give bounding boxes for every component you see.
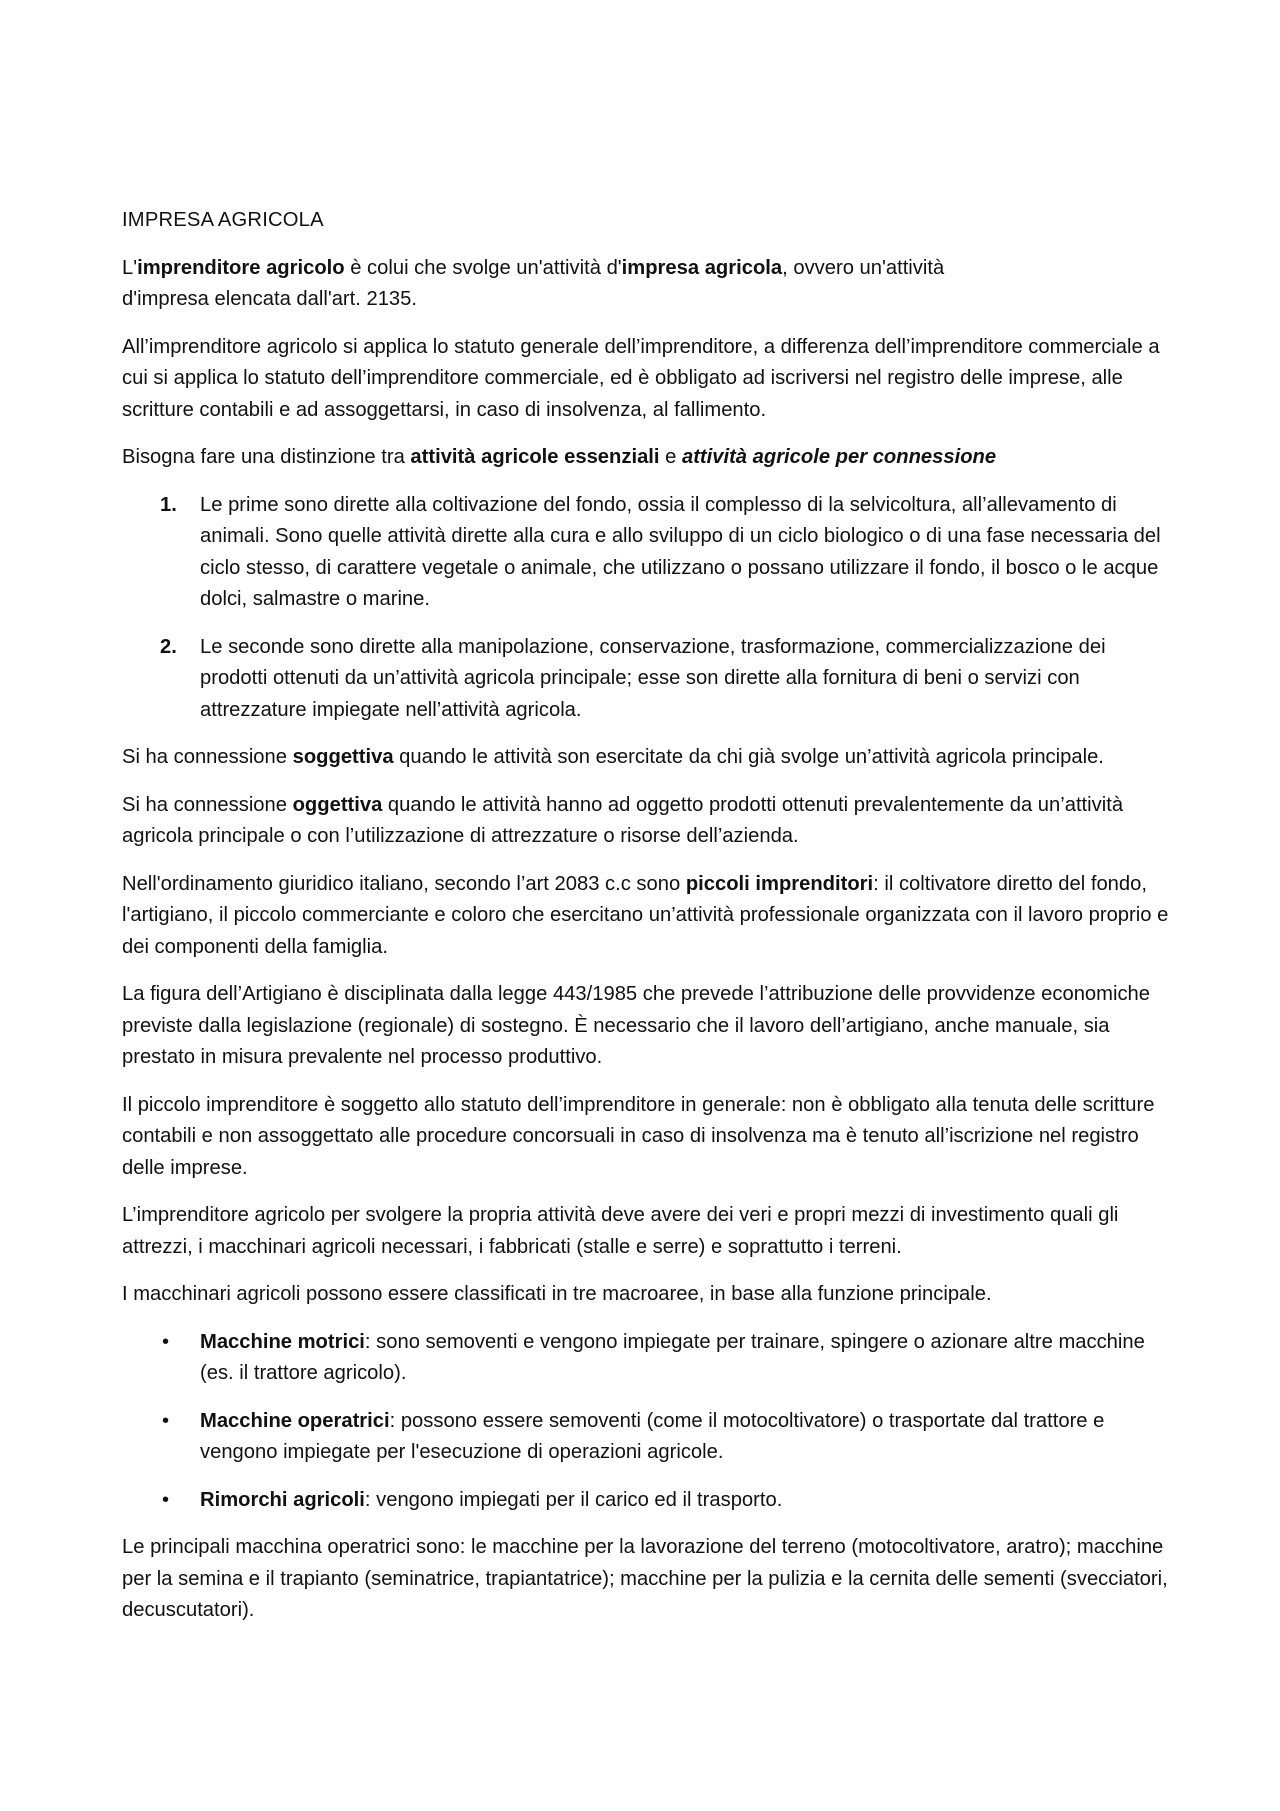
mezzi-investimento-paragraph: L’imprenditore agricolo per svolgere la propria attività deve avere dei veri e propri mezzi di investimento quali gli attrezzi, i macchinari agricoli necessari, i fabbricati (stalle e serre) e soprattutto i terreni. <box>122 1204 1119 1258</box>
document-page <box>122 205 1172 1643</box>
list-item-text: : vengono impiegati per il carico ed il trasporto. <box>364 1488 783 1511</box>
list-item <box>122 632 1172 727</box>
oggettiva-text-a: Si ha connessione <box>122 793 293 816</box>
bullet-icon: • <box>162 1330 170 1353</box>
oggettiva-text-c: quando le attività hanno ad oggetto prodotti ottenuti prevalentemente da un’attività agricola principale o con l’utilizzazione di attrezzature o risorse dell’azienda. <box>122 793 1124 847</box>
numbered-list <box>122 490 1172 727</box>
list-number: 2. <box>160 635 177 658</box>
macchine-operatrici-paragraph: Le principali macchina operatrici sono: le macchine per la lavorazione del terreno (motocoltivatore, aratro); macchine per la semina e il trapianto (seminatrice, trapiantatrice); macchine per la pulizia e la cernita delle sementi (svecciatori, decuscutatori). <box>122 1536 1168 1621</box>
list-item-text: Le seconde sono dirette alla manipolazione, conservazione, trasformazione, commercializzazione dei prodotti ottenuti da un’attività agricola principale; esse son dirette alla fornitura di beni o servizi con attrezzature impiegate nell’attività agricola. <box>200 635 1106 721</box>
list-item-text: Le prime sono dirette alla coltivazione del fondo, ossia il complesso di la selvicoltura, all’allevamento di animali. Sono quelle attività dirette alla cura e allo sviluppo di un ciclo biologico o di una fase necessaria del ciclo stesso, di carattere vegetale o animale, che utilizzano o possano utilizzare il fondo, il bosco o le acque dolci, salmastre o marine. <box>200 493 1161 610</box>
piccoli-imprenditori-paragraph <box>122 869 1172 964</box>
distinzione-text-c: e <box>659 446 682 468</box>
list-item-text: : sono semoventi e vengono impiegate per trainare, spingere o azionare altre macchine (es. il trattore agricolo). <box>200 1330 1145 1384</box>
soggettiva-text-c: quando le attività son esercitate da chi già svolge un’attività agricola principale. <box>393 746 1104 768</box>
soggettiva-text-a: Si ha connessione <box>122 746 293 768</box>
term-piccoli-imprenditori: piccoli imprenditori <box>685 872 874 895</box>
piccoli-text-c: : il coltivatore diretto del fondo, l'artigiano, il piccolo commerciante e coloro che esercitano un’attività professionale organizzata con il lavoro proprio e dei componenti della famiglia. <box>122 872 1169 958</box>
list-item-text: : possono essere semoventi (come il motocoltivatore) o trasportate dal trattore e vengono impiegate per l'esecuzione di operazioni agricole. <box>200 1409 1105 1463</box>
artigiano-paragraph: La figura dell’Artigiano è disciplinata dalla legge 443/1985 che prevede l’attribuzione delle provvidenze economiche previste dalla legislazione (regionale) di sostegno. È necessario che il lavoro dell’artigiano, anche manuale, sia prestato in misura prevalente nel processo produttivo. <box>122 983 1150 1068</box>
term-oggettiva: oggettiva <box>292 793 383 816</box>
list-item <box>122 1406 1172 1469</box>
intro-text-c: è colui che svolge un'attività d' <box>344 256 622 279</box>
distinzione-text-a: Bisogna fare una distinzione tra <box>122 446 411 468</box>
list-item-term: Macchine motrici <box>200 1330 365 1353</box>
macchinari-paragraph: I macchinari agricoli possono essere classificati in tre macroaree, in base alla funzione principale. <box>122 1283 992 1305</box>
list-item <box>122 1485 1172 1517</box>
intro-text-a: L' <box>122 256 138 279</box>
term-attivita-connessione: attività agricole per connessione <box>681 446 997 468</box>
term-soggettiva: soggettiva <box>292 746 394 768</box>
bullet-icon: • <box>162 1409 170 1432</box>
list-item <box>122 1327 1172 1390</box>
bullet-icon: • <box>162 1488 170 1511</box>
term-imprenditore-agricolo: imprenditore agricolo <box>137 256 345 279</box>
statuto-paragraph: All’imprenditore agricolo si applica lo statuto generale dell’imprenditore, a differenza dell’imprenditore commerciale a cui si applica lo statuto dell’imprenditore commerciale, ed è obbligato ad iscriversi nel registro delle imprese, alle scritture contabili e ad assoggettarsi, in caso di insolvenza, al fallimento. <box>122 335 1160 421</box>
distinzione-paragraph <box>122 442 1172 474</box>
intro-text-d: , ovvero un'attività d'impresa elencata dall'art. 2135. <box>122 256 945 310</box>
intro-paragraph <box>122 253 1022 316</box>
connessione-soggettiva-paragraph <box>122 742 1172 774</box>
list-number: 1. <box>160 493 177 516</box>
list-item <box>122 490 1172 616</box>
list-item-term: Macchine operatrici <box>200 1409 390 1432</box>
list-item-term: Rimorchi agricoli <box>200 1488 365 1511</box>
term-attivita-essenziali: attività agricole essenziali <box>410 446 660 468</box>
document-title: IMPRESA AGRICOLA <box>122 209 324 231</box>
bullet-list <box>122 1327 1172 1517</box>
piccoli-text-a: Nell'ordinamento giuridico italiano, secondo l’art 2083 c.c sono <box>122 872 686 895</box>
piccolo-imprenditore-statuto-paragraph: Il piccolo imprenditore è soggetto allo statuto dell’imprenditore in generale: non è obbligato alla tenuta delle scritture contabili e non assoggettato alle procedure concorsuali in caso di insolvenza ma è tenuto all’iscrizione nel registro delle imprese. <box>122 1093 1155 1179</box>
term-impresa-agricola: impresa agricola <box>621 256 783 279</box>
connessione-oggettiva-paragraph <box>122 790 1172 853</box>
